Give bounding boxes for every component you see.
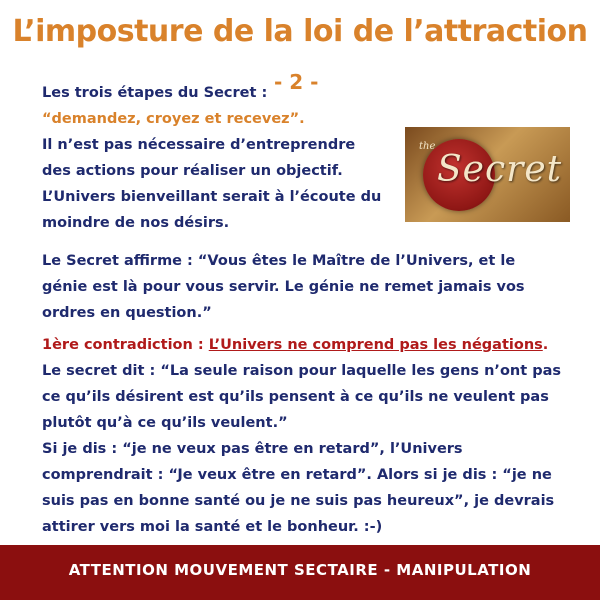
- intro-label: Les trois étapes du Secret :: [42, 85, 268, 101]
- contradiction-text: L’Univers ne comprend pas les négations: [208, 337, 543, 353]
- si-je-dis-paragraph: Si je dis : “je ne veux pas être en retard”, l’Univers comprendrait : “Je veux être en retard”. Alors si je dis : “je ne suis pas en bonne santé ou je ne suis pas heureux”, je devrais attirer vers moi la santé et le bonheur. :-): [42, 441, 555, 535]
- secret-dit-paragraph: Le secret dit : “La seule raison pour laquelle les gens n’ont pas ce qu’ils désirent est qu’ils pensent à ce qu’ils ne veulent pas plutôt qu’à ce qu’ils veulent.”: [42, 363, 561, 431]
- contradiction-label: 1ère contradiction :: [42, 337, 209, 353]
- logo-the-text: the: [419, 141, 436, 152]
- warning-footer: ATTENTION MOUVEMENT SECTAIRE - MANIPULATION: [0, 545, 600, 600]
- logo-text: Secret: [437, 149, 563, 190]
- intro-body: Il n’est pas nécessaire d’entreprendre des actions pour réaliser un objectif. L’Univers bienveillant serait à l’écoute du moindre de nos désirs.: [42, 137, 382, 231]
- contradiction-line: [42, 332, 562, 358]
- part-number: - 2 -: [274, 70, 319, 94]
- secret-affirme-paragraph: Le Secret affirme : “Vous êtes le Maître de l’Univers, et le génie est là pour vous servir. Le génie ne remet jamais vos ordres en question.”: [42, 253, 525, 321]
- contradiction-end: .: [542, 337, 549, 353]
- intro-quote: “demandez, croyez et recevez”.: [42, 111, 305, 127]
- page-title: L’imposture de la loi de l’attraction: [12, 14, 588, 49]
- secret-book-image: [405, 127, 570, 222]
